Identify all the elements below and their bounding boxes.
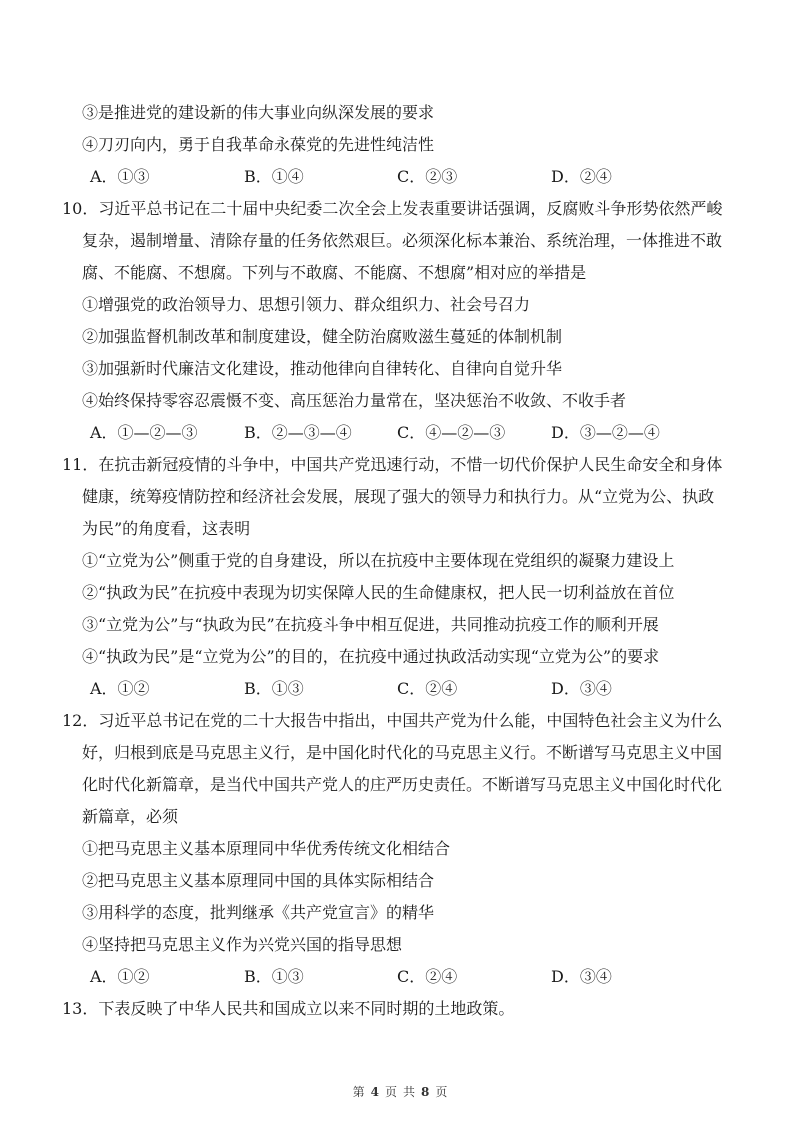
footer-di: 第 [352,1085,365,1099]
q10-item-2: ②加强监督机制改革和制度建设，健全防治腐败滋生蔓延的体制机制 [82,327,563,346]
q9-option-c: C．②③ [397,167,458,186]
q10-stem-line-3: 腐、不能腐、不想腐。下列与不敢腐、不能腐、不想腐”相对应的举措是 [82,263,587,282]
q10-option-b: B．②—③—④ [244,423,352,442]
q12-stem-line-2: 好，归根到底是马克思主义行，是中国化时代化的马克思主义行。不断谱写马克思主义中国 [82,743,723,762]
footer-ye: 页 [384,1085,397,1099]
q9-option-a: A．①③ [90,167,150,186]
q11-item-3: ③“立党为公”与“执政为民”在抗疫斗争中相互促进，共同推动抗疫工作的顺利开展 [82,615,659,634]
page-footer [0,1084,800,1100]
footer-page-number: 4 [370,1085,379,1099]
q12-item-4: ④坚持把马克思主义作为兴党兴国的指导思想 [82,935,403,954]
q13-stem: 13．下表反映了中华人民共和国成立以来不同时期的土地政策。 [62,999,515,1018]
q11-option-d: D．③④ [551,679,612,698]
q12-stem-line-1: 12．习近平总书记在党的二十大报告中指出，中国共产党为什么能，中国特色社会主义为什么 [62,711,723,730]
q10-item-1: ①增强党的政治领导力、思想引领力、群众组织力、社会号召力 [82,295,531,314]
footer-ye-2: 页 [435,1085,448,1099]
q12-stem-line-3: 化时代化新篇章，是当代中国共产党人的庄严历史责任。不断谱写马克思主义中国化时代化 [82,775,723,794]
q12-option-b: B．①③ [244,967,304,986]
q12-item-3: ③用科学的态度，批判继承《共产党宣言》的精华 [82,903,435,922]
q10-item-3: ③加强新时代廉洁文化建设，推动他律向自律转化、自律向自觉升华 [82,359,563,378]
q11-item-4: ④“执政为民”是“立党为公”的目的，在抗疫中通过执政活动实现“立党为公”的要求 [82,647,660,666]
q9-option-d: D．②④ [551,167,612,186]
footer-gong: 共 [403,1085,416,1099]
q12-stem-line-4: 新篇章，必须 [82,807,179,826]
q11-stem-line-1: 11．在抗击新冠疫情的斗争中，中国共产党迅速行动，不惜一切代价保护人民生命安全和身体 [62,455,723,474]
q12-item-1: ①把马克思主义基本原理同中华优秀传统文化相结合 [82,839,451,858]
q12-item-2: ②把马克思主义基本原理同中国的具体实际相结合 [82,871,435,890]
q10-option-d: D．③—②—④ [551,423,660,442]
q10-item-4: ④始终保持零容忍震慑不变、高压惩治力量常在，坚决惩治不收敛、不收手者 [82,391,627,410]
q11-option-b: B．①③ [244,679,304,698]
q11-option-c: C．②④ [397,679,458,698]
q10-option-c: C．④—②—③ [397,423,506,442]
q11-stem-line-3: 为民”的角度看，这表明 [82,519,251,538]
q11-item-2: ②“执政为民”在抗疫中表现为切实保障人民的生命健康权，把人民一切利益放在首位 [82,583,675,602]
q12-option-a: A．①② [90,967,150,986]
q10-stem-line-1: 10．习近平总书记在二十届中央纪委二次全会上发表重要讲话强调，反腐败斗争形势依然严峻 [62,199,723,218]
q11-stem-line-2: 健康，统筹疫情防控和经济社会发展，展现了强大的领导力和执行力。从“立党为公、执政 [82,487,715,506]
q12-option-c: C．②④ [397,967,458,986]
q12-option-d: D．③④ [551,967,612,986]
q9-option-b: B．①④ [244,167,304,186]
q11-item-1: ①“立党为公”侧重于党的自身建设，所以在抗疫中主要体现在党组织的凝聚力建设上 [82,551,675,570]
q9-item-4: ④刀刃向内，勇于自我革命永葆党的先进性纯洁性 [82,135,435,154]
q11-option-a: A．①② [90,679,150,698]
q9-item-3: ③是推进党的建设新的伟大事业向纵深发展的要求 [82,103,435,122]
q10-option-a: A．①—②—③ [90,423,198,442]
q10-stem-line-2: 复杂，遏制增量、清除存量的任务依然艰巨。必须深化标本兼治、系统治理，一体推进不敢 [82,231,723,250]
footer-total-pages: 8 [421,1085,430,1099]
